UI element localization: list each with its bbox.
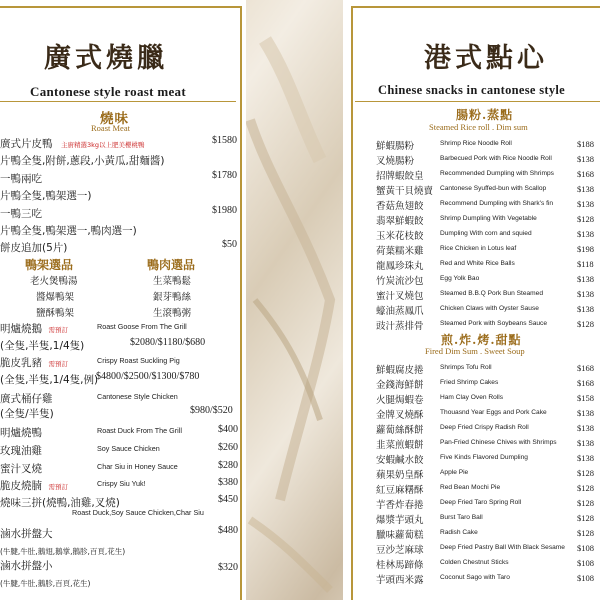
page-title-en: Chinese snacks in cantonese style bbox=[378, 83, 565, 97]
item-name: 臘味蘿蔔糕 bbox=[376, 530, 424, 541]
item-note: 主廚精選3kg以上肥美櫻桃鴨 bbox=[60, 141, 145, 149]
section-heading-en: Roast Meat bbox=[91, 123, 130, 133]
item-price: $128 bbox=[577, 528, 594, 538]
item-name: 蠔油蒸鳳爪 bbox=[376, 306, 424, 317]
item-price: $138 bbox=[577, 423, 594, 433]
item-price: $128 bbox=[577, 468, 594, 478]
item-name-en: Rice Chicken in Lotus leaf bbox=[440, 245, 517, 252]
item-name-en: Radish Cake bbox=[440, 529, 478, 536]
item-price: $4800/$2500/$1300/$780 bbox=[96, 371, 200, 382]
menu-item bbox=[0, 459, 240, 477]
item-name: 蘿蔔絲酥餅 bbox=[376, 425, 424, 436]
item-name-en: Char Siu in Honey Sauce bbox=[97, 462, 178, 471]
item-name: 滷水拼盤大 bbox=[0, 528, 53, 540]
item-name: 安蝦鹹水餃 bbox=[376, 455, 424, 466]
section-heading-cn: 腸粉.蒸點 bbox=[456, 108, 514, 122]
item-price: $138 bbox=[577, 408, 594, 418]
item-name-en: Crispy Roast Suckling Pig bbox=[97, 356, 180, 365]
item-price: $980/$520 bbox=[190, 405, 233, 416]
item-detail: 片鴨全隻,鴨架選一) bbox=[0, 190, 92, 202]
item-name-en: Steamed B.B.Q Pork Bun Steamed bbox=[440, 290, 543, 297]
item-price: $138 bbox=[577, 304, 594, 314]
menu-item bbox=[0, 319, 240, 337]
item-name: 韭菜煎蝦餅 bbox=[376, 440, 424, 451]
option-item: 生菜鴨鬆 bbox=[153, 276, 192, 287]
item-name: 明爐燒鴨 bbox=[0, 427, 42, 439]
options-heading-left: 鴨架選品 bbox=[25, 258, 74, 272]
option-item: 鹽酥鴨架 bbox=[36, 308, 75, 319]
item-name-en: Burst Taro Ball bbox=[440, 514, 483, 521]
item-price: $158 bbox=[577, 393, 594, 403]
item-name: 芋香炸春捲 bbox=[376, 500, 424, 511]
reservation-tag: 需預訂 bbox=[48, 360, 68, 368]
item-name: 火腿焗蝦卷 bbox=[376, 395, 424, 406]
item-price: $138 bbox=[577, 229, 594, 239]
item-name-en: Egg Yolk Bao bbox=[440, 275, 480, 282]
item-detail: 片鴨全隻,鴨架選一,鴨肉選一) bbox=[0, 225, 137, 237]
item-name: 蜜汁叉燒 bbox=[0, 463, 42, 475]
item-name-en: Recommend Dumpling with Shark's fin bbox=[440, 200, 554, 207]
item-name: 鮮蝦腐皮捲 bbox=[376, 365, 424, 376]
item-name-en: Deep Fried Crispy Radish Roll bbox=[440, 424, 529, 431]
item-name: 蘋果奶皇酥 bbox=[376, 470, 424, 481]
page-title-cn: 港式點心 bbox=[424, 43, 548, 74]
item-name: 紅豆麻糬酥 bbox=[376, 485, 424, 496]
item-detail: (牛腱,牛肚,鵝胗,百頁,花生) bbox=[0, 579, 91, 588]
item-price: $380 bbox=[218, 477, 238, 488]
option-item: 老火煲鴨湯 bbox=[30, 276, 78, 287]
item-price: $168 bbox=[577, 363, 594, 373]
title-divider bbox=[355, 101, 600, 102]
item-name-en: Crispy Siu Yuk! bbox=[97, 479, 146, 488]
item-name-en: Chicken Claws with Oyster Sause bbox=[440, 305, 539, 312]
item-name-en: Thouasnd Year Eggs and Pork Cake bbox=[440, 409, 547, 416]
options-heading-right: 鴨肉選品 bbox=[147, 258, 196, 272]
menu-item bbox=[0, 556, 240, 574]
item-price: $280 bbox=[218, 460, 238, 471]
item-price: $50 bbox=[222, 239, 237, 250]
menu-item bbox=[0, 169, 240, 187]
item-price: $450 bbox=[218, 494, 238, 505]
item-price: $2080/$1180/$680 bbox=[130, 337, 206, 348]
item-name: 一鴨三吃 bbox=[0, 208, 42, 220]
menu-item-detail bbox=[0, 186, 91, 204]
item-price: $168 bbox=[577, 169, 594, 179]
item-price: $138 bbox=[577, 438, 594, 448]
item-name: 竹炭流沙包 bbox=[376, 276, 424, 287]
item-name-en: Fried Shrimp Cakes bbox=[440, 379, 499, 386]
item-name-en: Barbecued Pork with Rice Noodle Roll bbox=[440, 155, 552, 162]
item-price: $138 bbox=[577, 154, 594, 164]
item-name: 金錢海鮮餅 bbox=[376, 380, 424, 391]
reservation-tag: 需預訂 bbox=[48, 483, 68, 491]
menu-item-detail bbox=[0, 370, 240, 388]
menu-item bbox=[0, 134, 240, 152]
item-name-en: Red Bean Mochi Pie bbox=[440, 484, 501, 491]
section-heading-cn: 燒味 bbox=[100, 111, 129, 127]
item-detail: 片鴨全隻,附餅,蔥段,小黃瓜,甜麵醬) bbox=[0, 155, 165, 167]
item-price: $108 bbox=[577, 543, 594, 553]
item-name: 桂林馬蹄條 bbox=[376, 560, 424, 571]
item-price: $198 bbox=[577, 244, 594, 254]
item-name: 脆皮乳豬 bbox=[0, 357, 42, 369]
item-price: $320 bbox=[218, 562, 238, 573]
menu-item-detail bbox=[0, 404, 240, 422]
item-price: $1980 bbox=[212, 205, 237, 216]
title-divider bbox=[0, 101, 236, 102]
item-detail: (牛腱,牛肚,鵝翅,鵝掌,鵝胗,百頁,花生) bbox=[0, 547, 126, 556]
section-heading-en: Fired Dim Sum . Sweet Soup bbox=[425, 346, 525, 356]
option-item: 生滾鴨粥 bbox=[153, 308, 192, 319]
item-name-en: Dumpling With corn and squied bbox=[440, 230, 532, 237]
item-detail: (全隻,半隻,1/4隻,例) bbox=[0, 374, 99, 386]
item-detail: (全隻/半隻) bbox=[0, 408, 54, 420]
item-name: 招牌蝦餃皇 bbox=[376, 171, 424, 182]
item-price: $138 bbox=[577, 184, 594, 194]
item-name: 脆皮燒腩 bbox=[0, 480, 42, 492]
item-price: $128 bbox=[577, 513, 594, 523]
item-name-en: Shrimp Dumpling With Vegetable bbox=[440, 215, 537, 222]
item-name: 玫瑰油雞 bbox=[0, 445, 42, 457]
item-name: 玉米花枝餃 bbox=[376, 231, 424, 242]
item-name: 龍鳳珍珠丸 bbox=[376, 261, 424, 272]
item-name-en: Roast Goose From The Grill bbox=[97, 322, 187, 331]
item-name: 燒味三拼(燒鴨,油雞,叉燒) bbox=[0, 497, 120, 509]
item-name: 爆漿芋頭丸 bbox=[376, 515, 424, 526]
item-name-en: Cantonese Syuffed-bun with Scallop bbox=[440, 185, 547, 192]
item-price: $1580 bbox=[212, 135, 237, 146]
item-name-en: Pan-Fried Chinese Chives with Shrimps bbox=[440, 439, 557, 446]
item-name: 豆沙芝麻球 bbox=[376, 545, 424, 556]
item-name-en: Deep Fried Pastry Ball With Black Sesame bbox=[440, 544, 565, 551]
item-price: $1780 bbox=[212, 170, 237, 181]
item-name: 餅皮追加(5片) bbox=[0, 242, 68, 254]
item-name: 一鴨兩吃 bbox=[0, 173, 42, 185]
menu-item bbox=[0, 353, 240, 371]
item-name-en: Ham Clay Oven Rolls bbox=[440, 394, 504, 401]
item-price: $118 bbox=[577, 259, 594, 269]
item-name-en: Apple Pie bbox=[440, 469, 469, 476]
item-name: 廣式片皮鴨 bbox=[0, 138, 53, 150]
item-name: 鮮蝦腸粉 bbox=[376, 141, 415, 152]
item-name: 豉汁蒸排骨 bbox=[376, 321, 424, 332]
item-price: $128 bbox=[577, 319, 594, 329]
option-item: 醬爆鴨架 bbox=[36, 292, 75, 303]
item-name-en: Recommended Dumpling with Shrimps bbox=[440, 170, 554, 177]
item-price: $138 bbox=[577, 453, 594, 463]
menu-item bbox=[0, 524, 240, 542]
section-heading-cn: 煎.炸.烤.甜點 bbox=[441, 333, 522, 347]
menu-item-detail bbox=[0, 221, 137, 239]
item-detail: (全隻,半隻,1/4隻) bbox=[0, 340, 85, 352]
menu-item-detail bbox=[0, 151, 164, 169]
item-name-en: Colden Chestnut Sticks bbox=[440, 559, 509, 566]
item-name: 蜜汁叉燒包 bbox=[376, 291, 424, 302]
item-price: $400 bbox=[218, 424, 238, 435]
item-price: $138 bbox=[577, 289, 594, 299]
menu-item bbox=[0, 423, 240, 441]
item-name: 翡翠鮮蝦餃 bbox=[376, 216, 424, 227]
item-name-en: Coconut Sago with Taro bbox=[440, 574, 510, 581]
item-name-en: Roast Duck,Soy Sauce Chicken,Char Siu bbox=[72, 508, 204, 517]
page-title-en: Cantonese style roast meat bbox=[30, 84, 186, 99]
item-name: 香菇魚翅餃 bbox=[376, 201, 424, 212]
reservation-tag: 需預訂 bbox=[48, 326, 68, 334]
item-name-en: Cantonese Style Chicken bbox=[97, 392, 178, 401]
item-price: $128 bbox=[577, 498, 594, 508]
item-name-en: Shrimps Tofu Roll bbox=[440, 364, 492, 371]
item-name: 芋頭西米露 bbox=[376, 575, 424, 586]
item-name: 荷葉糯米雞 bbox=[376, 246, 424, 257]
menu-item bbox=[0, 476, 240, 494]
item-name: 金牌叉燒酥 bbox=[376, 410, 424, 421]
item-price: $128 bbox=[577, 483, 594, 493]
option-item: 銀芽鴨絲 bbox=[153, 292, 192, 303]
item-name-en: Deep Fried Taro Spring Roll bbox=[440, 499, 522, 506]
item-name: 滷水拼盤小 bbox=[0, 560, 53, 572]
item-name: 叉燒腸粉 bbox=[376, 156, 415, 167]
menu-item bbox=[0, 238, 240, 256]
item-price: $128 bbox=[577, 214, 594, 224]
page-title-cn: 廣式燒臘 bbox=[44, 43, 168, 74]
item-name-en: Roast Duck From The Grill bbox=[97, 426, 182, 435]
menu-item-detail bbox=[0, 573, 90, 591]
menu-item bbox=[0, 204, 240, 222]
item-name-en: Five Kinds Flavored Dumpling bbox=[440, 454, 528, 461]
item-name: 蟹黃干貝燒賣 bbox=[376, 186, 434, 197]
item-price: $108 bbox=[577, 573, 594, 583]
section-heading-en: Steamed Rice roll . Dim sum bbox=[429, 122, 528, 132]
item-price: $260 bbox=[218, 442, 238, 453]
menu-item-detail bbox=[0, 336, 240, 354]
item-price: $168 bbox=[577, 378, 594, 388]
item-price: $138 bbox=[577, 274, 594, 284]
item-name-en: Soy Sauce Chicken bbox=[97, 444, 160, 453]
item-price: $138 bbox=[577, 199, 594, 209]
item-name: 明爐燒鵝 bbox=[0, 323, 42, 335]
item-price: $108 bbox=[577, 558, 594, 568]
menu-item bbox=[0, 441, 240, 459]
item-name-en: Steamed Pork with Soybeans Sauce bbox=[440, 320, 548, 327]
item-price: $188 bbox=[577, 139, 594, 149]
item-name-en: Red and White Rice Balls bbox=[440, 260, 515, 267]
item-price: $480 bbox=[218, 525, 238, 536]
item-name: 廣式桶仔雞 bbox=[0, 393, 53, 405]
item-name-en: Shrimp Rice Noodle Roll bbox=[440, 140, 512, 147]
